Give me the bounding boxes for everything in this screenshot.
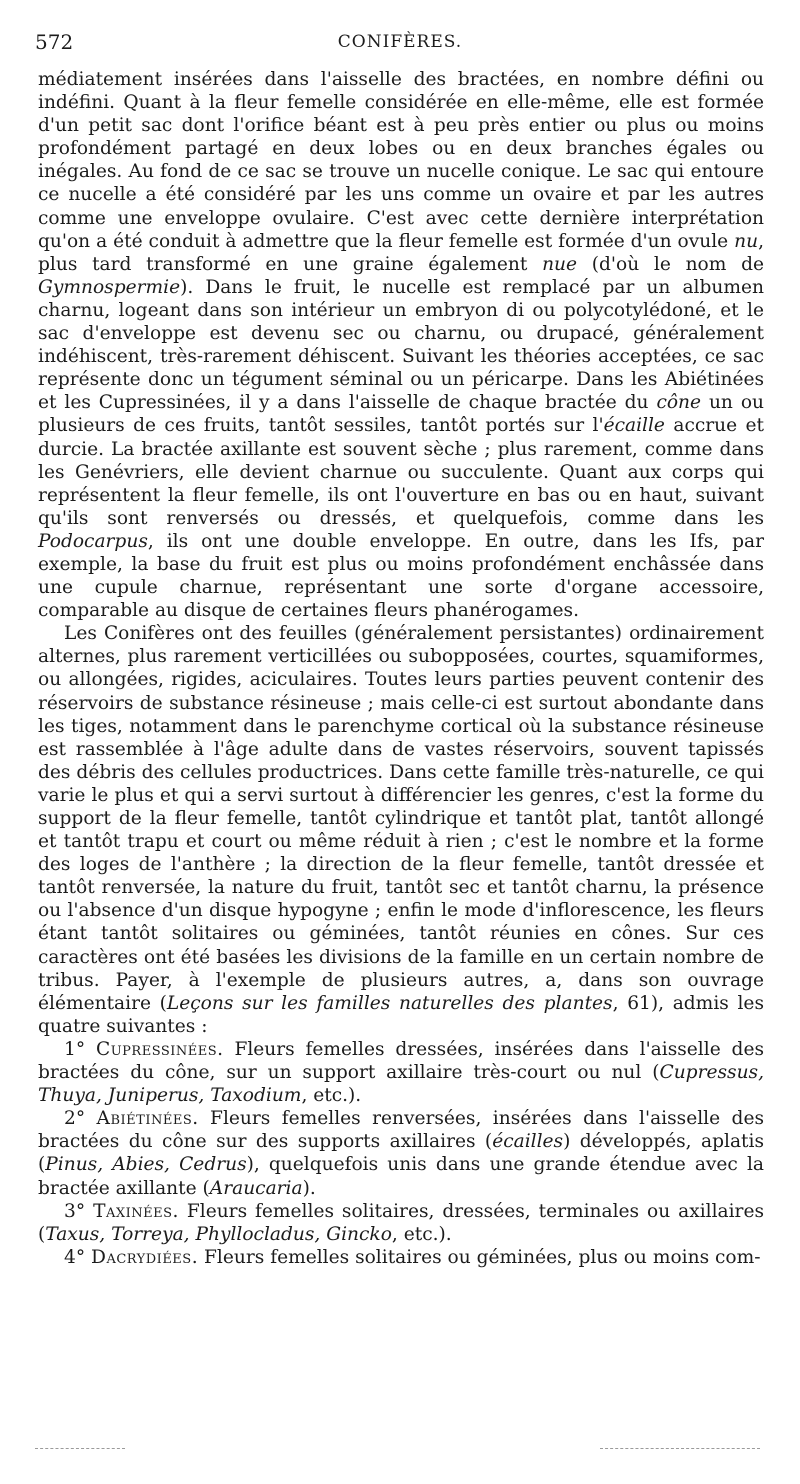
- tribe-name: Abiétinées.: [96, 1108, 199, 1130]
- text-run: Les Conifères ont des feuilles (généralement persistantes) ordinairement alternes, plus rarement verticillées ou subopposées, courtes, squamiformes, ou allongées, rigides, aciculaires. Toutes leurs parties peuvent contenir des réservoirs de substance résineuse ; mais celle-ci est surtout abondante dans les tiges, notamment dans le parenchyme cortical où la substance résineuse est rassemblée à l'âge adulte dans de vastes réservoirs, souvent tapissés des débris des cellules productrices. Dans cette famille très-naturelle, ce qui varie le plus et qui a servi surtout à différencier les genres, c'est la forme du support de la fleur femelle, tantôt cylindrique et tantôt plat, tantôt allongé et tantôt trapu et court ou même réduit à rien ; c'est le nombre et la forme des loges de l'anthère ; la direction de la fleur femelle, tantôt dressée et tantôt renversée, la nature du fruit, tantôt sec et tantôt charnu, la présence ou l'absence d'un disque hypogyne ; enfin le mode d'inflorescence, les fleurs étant tantôt solitaires ou géminées, tantôt réunies en cônes. Sur ces caractères ont été basées les divisions de la famille en un certain nombre de tribus. Payer, à l'exemple de plusieurs autres, a, dans son ouvrage élémentaire (: [38, 623, 764, 1014]
- text-run: Fleurs femelles solitaires ou géminées, plus ou moins com-: [198, 1246, 761, 1268]
- text-run: (d'où le nom de: [577, 253, 764, 275]
- running-title: CONIFÈRES.: [337, 32, 463, 52]
- text-run: Fleurs femelles dressées, insérées dans l'aisselle des bractées du cône, sur un support axillaire très-court ou nul (: [38, 1038, 764, 1084]
- italic-term: Leçons sur les familles naturelles des plantes: [166, 992, 613, 1014]
- text-run: 1°: [64, 1038, 96, 1060]
- italic-term: Pinus, Abies, Cedrus: [45, 1154, 247, 1176]
- footer-rule-left: [35, 1448, 125, 1449]
- text-run: , 61), admis les quatre suivantes :: [38, 992, 764, 1037]
- text-run: , etc.).: [301, 1085, 362, 1107]
- italic-term: écaille: [603, 415, 665, 437]
- page-number: 572: [35, 30, 74, 54]
- italic-term: nu: [734, 230, 759, 252]
- text-run: ). Dans le fruit, le nucelle est remplacé par un albumen charnu, logeant dans son intérieur un embryon di ou polycotylédoné, et le sac d'enveloppe est devenu sec ou charnu, ou drupacé, généralement indéhiscent, très-rarement déhiscent. Suivant les théories acceptées, ce sac représente donc un tégument séminal ou un péricarpe. Dans les Abiétinées et les Cupressinées, il y a dans l'aisselle de chaque bractée du: [38, 276, 764, 414]
- text-run: un ou plusieurs de ces fruits, tantôt sessiles, tantôt portés sur l': [38, 392, 764, 437]
- text-run: , plus tard transformé en une graine également: [38, 230, 764, 275]
- text-run: ), quelquefois unis dans une grande étendue avec la bractée axillante (: [38, 1154, 764, 1199]
- text-run: Fleurs femelles renversées, insérées dans l'aisselle des bractées du cône sur des supports axillaires (: [38, 1108, 764, 1153]
- tribe-cupressinees: [38, 1038, 764, 1107]
- text-run: , ils ont une double enveloppe. En outre, dans les Ifs, par exemple, la base du fruit est plus ou moins profondément enchâssée dans une cupule charnue, représentant une sorte d'organe accessoire, comparable au disque de certaines fleurs phanérogames.: [38, 530, 764, 622]
- text-run: 2°: [64, 1108, 97, 1130]
- italic-term: Cupressus, Thuya, Juniperus, Taxodium: [38, 1062, 764, 1107]
- text-run: ).: [302, 1177, 316, 1199]
- tribe-abietinees: [38, 1107, 764, 1199]
- italic-term: cône: [656, 392, 702, 414]
- tribe-name: Cupressinées.: [95, 1038, 224, 1060]
- paragraph-conifer-leaves: [38, 622, 764, 1038]
- tribe-name: Taxinées.: [93, 1200, 179, 1222]
- italic-term: nue: [542, 253, 578, 275]
- text-run: , etc.).: [391, 1223, 452, 1245]
- footer-rule-right: [600, 1448, 760, 1449]
- tribe-name: Dacrydiées.: [91, 1246, 199, 1268]
- text-run: Fleurs femelles solitaires, dressées, terminales ou axillaires (: [38, 1200, 764, 1245]
- italic-term: Podocarpus: [38, 530, 148, 552]
- tribe-dacrydiees: [38, 1246, 764, 1269]
- text-run: accrue et durcie. La bractée axillante est souvent sèche ; plus rarement, comme dans les Genévriers, elle devient charnue ou succulente. Quant aux corps qui représentent la fleur femelle, ils ont l'ouverture en bas ou en haut, suivant qu'ils sont renversés ou dressés, et quelquefois, comme dans les: [38, 415, 765, 529]
- page-header: [35, 30, 765, 58]
- paragraph-continuation: [38, 68, 764, 622]
- italic-term: Araucaria: [209, 1177, 303, 1199]
- italic-term: Gymnospermie: [38, 276, 181, 298]
- italic-term: écailles: [492, 1131, 564, 1153]
- italic-term: Taxus, Torreya, Phyllocladus, Gincko: [45, 1223, 392, 1245]
- body-text: [38, 68, 764, 1269]
- text-run: 4°: [64, 1246, 92, 1268]
- text-run: ) développés, aplatis (: [38, 1131, 764, 1176]
- text-run: 3°: [64, 1200, 94, 1222]
- text-run: médiatement insérées dans l'aisselle des bractées, en nombre défini ou indéfini. Quant à la fleur femelle considérée en elle-même, elle est formée d'un petit sac dont l'orifice béant est à peu près entier ou plus ou moins profondément partagé en deux lobes ou en deux branches égales ou inégales. Au fond de ce sac se trouve un nucelle conique. Le sac qui entoure ce nucelle a été considéré par les uns comme un ovaire et par les autres comme une enveloppe ovulaire. C'est avec cette dernière interprétation qu'on a été conduit à admettre que la fleur femelle est formée d'un ovule: [38, 69, 764, 252]
- tribe-taxinees: [38, 1200, 764, 1246]
